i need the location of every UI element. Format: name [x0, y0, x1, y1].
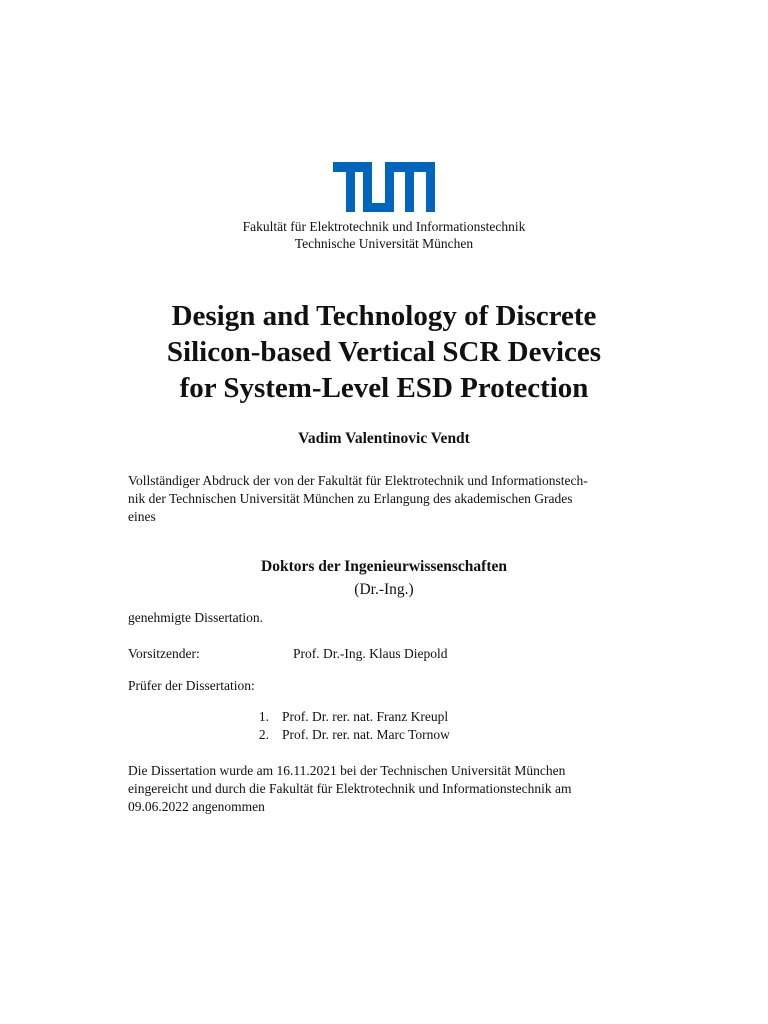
submission-statement [128, 472, 641, 526]
submission-dates [128, 762, 641, 816]
chair-name: Prof. Dr.-Ing. Klaus Diepold [293, 646, 448, 661]
dissertation-title [0, 298, 768, 406]
tum-logo-svg [333, 162, 435, 212]
title-line: Design and Technology of Discrete [171, 300, 597, 332]
statement-line: Vollständiger Abdruck der von der Fakultät für Elektrotechnik und Informationstech- [128, 473, 588, 488]
dates-line: Die Dissertation wurde am 16.11.2021 bei der Technischen Universität München [128, 763, 566, 778]
examiner-name: Prof. Dr. rer. nat. Marc Tornow [282, 727, 450, 742]
statement-line: eines [128, 509, 156, 524]
title-line: for System-Level ESD Protection [179, 372, 589, 404]
title-line: Silicon-based Vertical SCR Devices [166, 336, 602, 368]
examiner-name: Prof. Dr. rer. nat. Franz Kreupl [282, 709, 449, 724]
university-name: Technische Universität München [294, 236, 474, 251]
tum-logo-icon [333, 162, 435, 212]
author-name: Vadim Valentinovic Vendt [298, 430, 470, 447]
degree-abbreviation: (Dr.-Ing.) [354, 581, 414, 598]
dates-line: eingereicht und durch die Fakultät für Elektrotechnik und Informationstechnik am [128, 781, 572, 796]
approved-dissertation-label: genehmigte Dissertation. [128, 610, 263, 625]
examiner-number: 2. [258, 727, 269, 742]
statement-line: nik der Technischen Universität München zu Erlangung des akademischen Grades [128, 491, 573, 506]
degree-name: Doktors der Ingenieurwissenschaften [261, 558, 507, 575]
chair-label: Vorsitzender: [128, 646, 200, 661]
examiner-number: 1. [258, 709, 269, 724]
examiners-label: Prüfer der Dissertation: [128, 678, 255, 693]
dates-line: 09.06.2022 angenommen [128, 799, 265, 814]
faculty-name: Fakultät für Elektrotechnik und Informationstechnik [242, 219, 526, 234]
